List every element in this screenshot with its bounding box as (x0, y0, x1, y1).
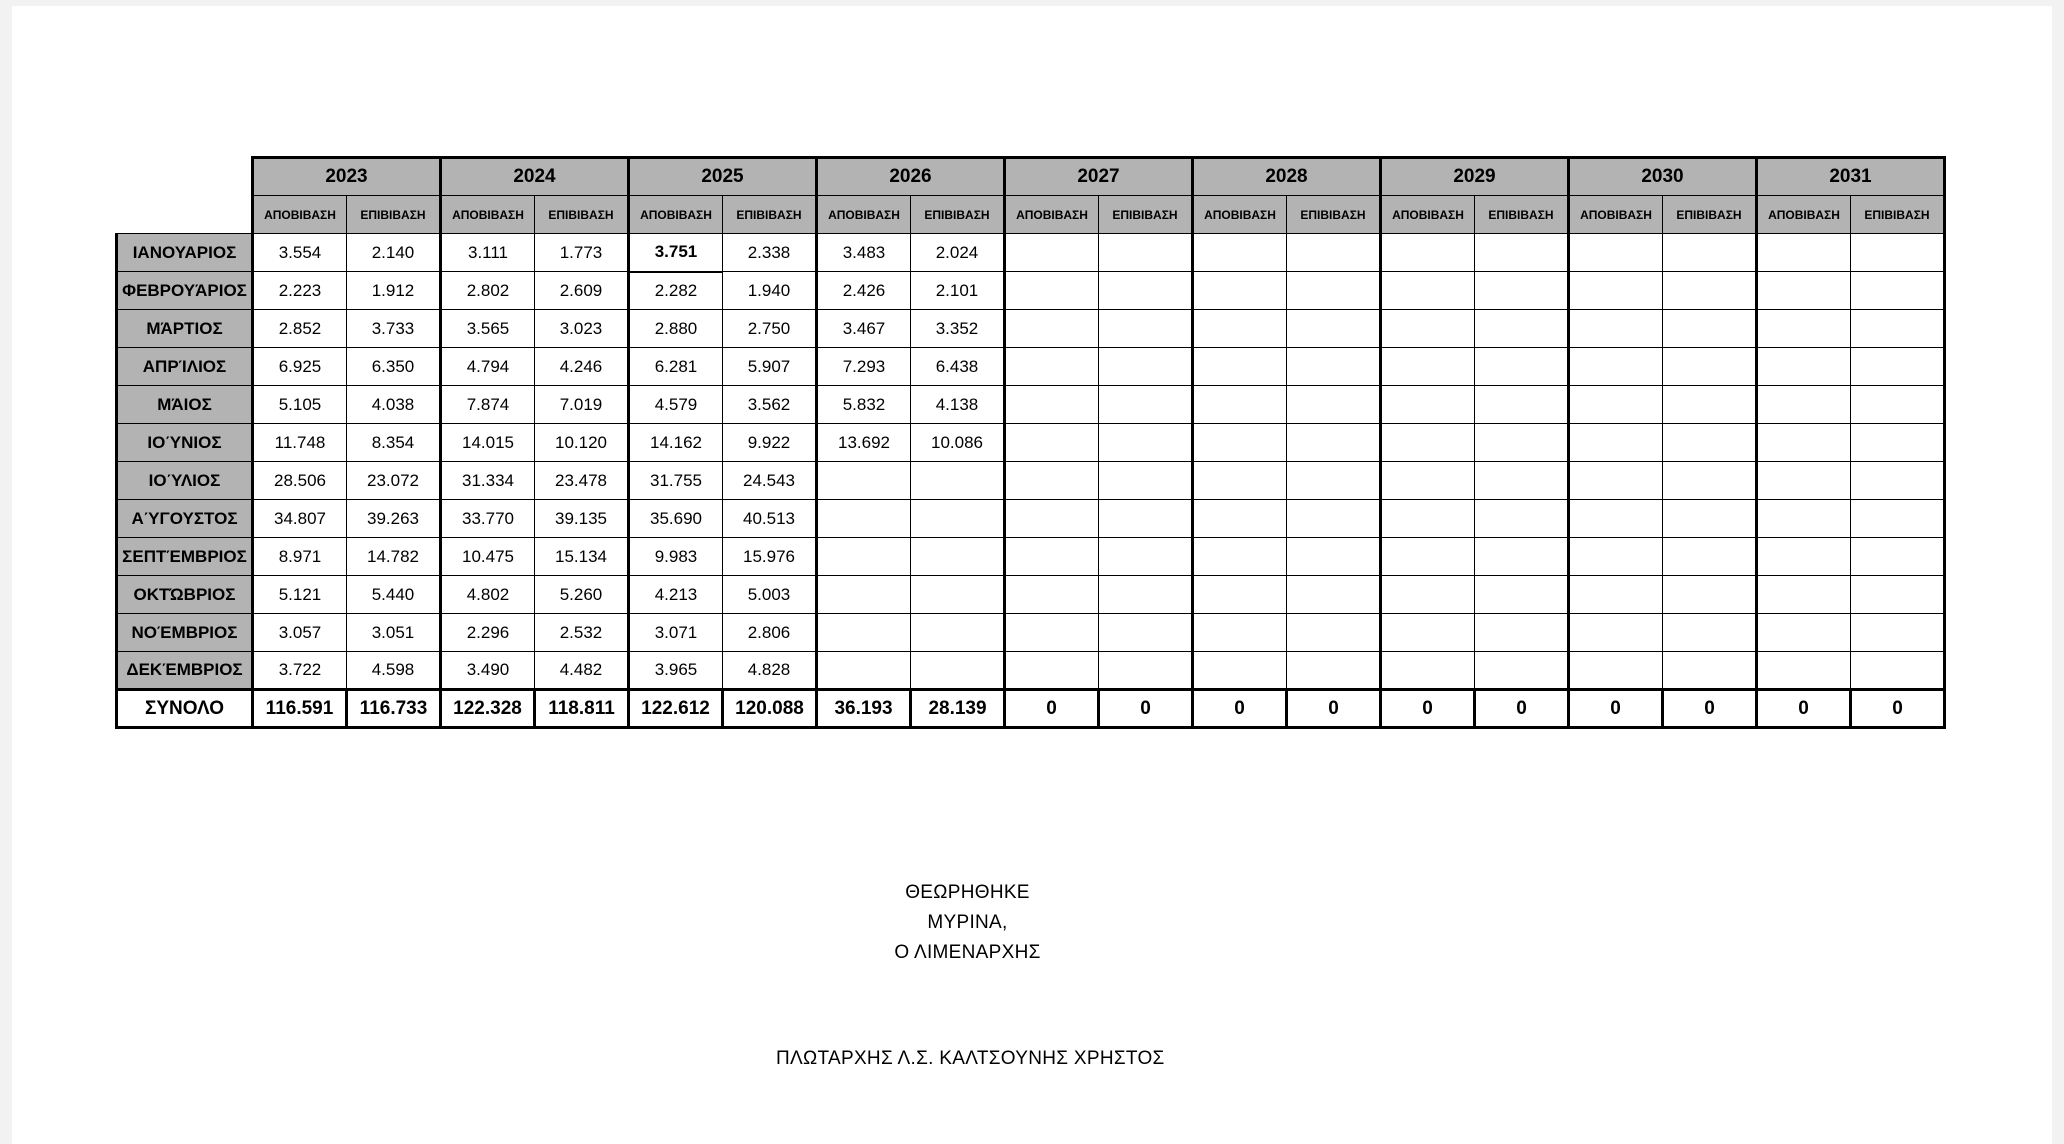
table-cell (1851, 234, 1945, 272)
total-cell: 28.139 (911, 690, 1005, 728)
table-cell: 3.051 (347, 614, 441, 652)
table-cell (1663, 348, 1757, 386)
table-cell (1099, 424, 1193, 462)
table-cell (1663, 272, 1757, 310)
table-cell (1851, 576, 1945, 614)
disembarkation-header: ΑΠΟΒΙΒΑΣΗ (441, 196, 535, 234)
table-cell: 3.352 (911, 310, 1005, 348)
month-label: ΙΟΎΛΙΟΣ (117, 462, 253, 500)
table-cell (1475, 462, 1569, 500)
table-cell (1569, 424, 1663, 462)
table-cell (1193, 538, 1287, 576)
table-corner (117, 158, 253, 196)
total-cell: 120.088 (723, 690, 817, 728)
total-row (117, 690, 1945, 728)
disembarkation-header: ΑΠΟΒΙΒΑΣΗ (1381, 196, 1475, 234)
table-cell: 2.806 (723, 614, 817, 652)
table-cell (1851, 310, 1945, 348)
table-cell: 4.802 (441, 576, 535, 614)
table-cell: 2.338 (723, 234, 817, 272)
total-cell: 0 (1287, 690, 1381, 728)
table-cell (1851, 424, 1945, 462)
table-cell (817, 462, 911, 500)
disembarkation-header: ΑΠΟΒΙΒΑΣΗ (253, 196, 347, 234)
table-cell (1757, 272, 1851, 310)
table-cell (1569, 386, 1663, 424)
table-cell (1475, 500, 1569, 538)
table-cell (1287, 462, 1381, 500)
table-cell: 2.750 (723, 310, 817, 348)
table-cell (1193, 614, 1287, 652)
table-cell (1851, 386, 1945, 424)
table-cell: 3.722 (253, 652, 347, 690)
table-cell: 3.057 (253, 614, 347, 652)
table-cell: 7.293 (817, 348, 911, 386)
total-cell: 0 (1381, 690, 1475, 728)
table-cell (1851, 348, 1945, 386)
table-cell: 7.874 (441, 386, 535, 424)
table-cell (1757, 614, 1851, 652)
passenger-statistics-table (115, 156, 1946, 729)
table-cell (1193, 462, 1287, 500)
table-cell (1381, 652, 1475, 690)
table-row (117, 310, 1945, 348)
table-cell: 33.770 (441, 500, 535, 538)
table-cell (1569, 576, 1663, 614)
embarkation-header: ΕΠΙΒΙΒΑΣΗ (347, 196, 441, 234)
table-cell: 5.003 (723, 576, 817, 614)
total-cell: 0 (1475, 690, 1569, 728)
table-cell (1099, 576, 1193, 614)
total-cell: 0 (1569, 690, 1663, 728)
disembarkation-header: ΑΠΟΒΙΒΑΣΗ (1005, 196, 1099, 234)
table-cell (1005, 348, 1099, 386)
table-cell: 8.354 (347, 424, 441, 462)
total-cell: 0 (1663, 690, 1757, 728)
table-cell: 39.263 (347, 500, 441, 538)
table-cell: 5.260 (535, 576, 629, 614)
table-cell: 2.282 (629, 272, 723, 310)
table-cell: 3.751 (629, 234, 723, 272)
table-cell (1287, 424, 1381, 462)
year-header: 2025 (629, 158, 817, 196)
table-cell (1569, 310, 1663, 348)
table-cell (1099, 272, 1193, 310)
table-row (117, 386, 1945, 424)
embarkation-header: ΕΠΙΒΙΒΑΣΗ (1663, 196, 1757, 234)
table-cell (1757, 500, 1851, 538)
table-cell (1663, 234, 1757, 272)
disembarkation-header: ΑΠΟΒΙΒΑΣΗ (1193, 196, 1287, 234)
table-cell: 2.101 (911, 272, 1005, 310)
table-cell: 3.023 (535, 310, 629, 348)
table-cell (1663, 614, 1757, 652)
table-cell (1757, 538, 1851, 576)
month-label: ΜΆΙΟΣ (117, 386, 253, 424)
month-label: ΜΆΡΤΙΟΣ (117, 310, 253, 348)
table-cell (1757, 386, 1851, 424)
table-cell (1005, 310, 1099, 348)
table-cell: 39.135 (535, 500, 629, 538)
table-cell (1099, 234, 1193, 272)
table-cell (1005, 576, 1099, 614)
table-cell: 9.922 (723, 424, 817, 462)
table-cell (1381, 386, 1475, 424)
table-row (117, 234, 1945, 272)
table-cell (1287, 614, 1381, 652)
table-cell: 4.246 (535, 348, 629, 386)
table-cell (1569, 652, 1663, 690)
table-cell (1569, 500, 1663, 538)
table-cell (1005, 272, 1099, 310)
table-cell (817, 652, 911, 690)
table-cell: 2.609 (535, 272, 629, 310)
table-cell: 3.111 (441, 234, 535, 272)
table-cell (1005, 538, 1099, 576)
table-cell (1193, 348, 1287, 386)
table-row (117, 424, 1945, 462)
table-cell: 35.690 (629, 500, 723, 538)
table-cell: 10.475 (441, 538, 535, 576)
table-cell: 9.983 (629, 538, 723, 576)
table-cell: 13.692 (817, 424, 911, 462)
table-cell (1287, 310, 1381, 348)
table-cell (1193, 310, 1287, 348)
table-cell: 2.880 (629, 310, 723, 348)
table-cell: 4.828 (723, 652, 817, 690)
table-cell (1005, 652, 1099, 690)
table-cell (911, 652, 1005, 690)
table-cell: 2.426 (817, 272, 911, 310)
table-cell (817, 614, 911, 652)
table-cell (1663, 576, 1757, 614)
subheader-row (117, 196, 1945, 234)
table-cell (817, 576, 911, 614)
total-cell: 118.811 (535, 690, 629, 728)
table-cell: 5.907 (723, 348, 817, 386)
table-cell: 3.490 (441, 652, 535, 690)
table-row (117, 272, 1945, 310)
table-cell (1193, 272, 1287, 310)
table-cell: 3.733 (347, 310, 441, 348)
month-label: ΑΎΓΟΥΣΤΟΣ (117, 500, 253, 538)
table-cell: 4.794 (441, 348, 535, 386)
month-label: ΑΠΡΊΛΙΟΣ (117, 348, 253, 386)
table-cell (1757, 652, 1851, 690)
table-cell (1569, 462, 1663, 500)
disembarkation-header: ΑΠΟΒΙΒΑΣΗ (1757, 196, 1851, 234)
table-cell (1475, 424, 1569, 462)
signature-viewed-label: ΘΕΩΡΗΘΗΚΕ (905, 882, 1030, 903)
total-cell: 122.328 (441, 690, 535, 728)
table-cell (1663, 424, 1757, 462)
year-header: 2028 (1193, 158, 1381, 196)
month-label: ΙΟΎΝΙΟΣ (117, 424, 253, 462)
total-label: ΣΥΝΟΛΟ (117, 690, 253, 728)
table-cell (1287, 348, 1381, 386)
table-cell: 8.971 (253, 538, 347, 576)
table-cell: 3.483 (817, 234, 911, 272)
table-cell: 24.543 (723, 462, 817, 500)
table-cell (1005, 234, 1099, 272)
table-cell (1757, 234, 1851, 272)
month-label: ΣΕΠΤΈΜΒΡΙΟΣ (117, 538, 253, 576)
table-cell (1099, 538, 1193, 576)
table-cell (1475, 652, 1569, 690)
table-cell (1757, 462, 1851, 500)
table-cell: 3.562 (723, 386, 817, 424)
table-cell: 7.019 (535, 386, 629, 424)
table-cell (1287, 538, 1381, 576)
table-cell (1099, 348, 1193, 386)
table-cell (1569, 538, 1663, 576)
table-cell: 6.438 (911, 348, 1005, 386)
total-cell: 36.193 (817, 690, 911, 728)
table-cell (1757, 310, 1851, 348)
table-cell (1475, 272, 1569, 310)
table-cell: 6.925 (253, 348, 347, 386)
table-cell (1287, 272, 1381, 310)
table-corner (117, 196, 253, 234)
table-cell (1099, 462, 1193, 500)
table-cell: 40.513 (723, 500, 817, 538)
table-cell: 2.296 (441, 614, 535, 652)
table-cell: 28.506 (253, 462, 347, 500)
table-cell: 3.554 (253, 234, 347, 272)
table-cell: 14.015 (441, 424, 535, 462)
table-row (117, 576, 1945, 614)
table-cell (1381, 234, 1475, 272)
table-cell (1851, 500, 1945, 538)
year-header: 2031 (1757, 158, 1945, 196)
total-cell: 116.733 (347, 690, 441, 728)
table-cell (1475, 538, 1569, 576)
table-cell (1287, 386, 1381, 424)
table-cell: 4.482 (535, 652, 629, 690)
table-cell (1287, 500, 1381, 538)
table-cell: 15.134 (535, 538, 629, 576)
table-cell (1757, 424, 1851, 462)
table-cell (1851, 462, 1945, 500)
table-cell: 34.807 (253, 500, 347, 538)
year-header: 2029 (1381, 158, 1569, 196)
table-cell: 10.120 (535, 424, 629, 462)
total-cell: 0 (1193, 690, 1287, 728)
table-cell: 2.532 (535, 614, 629, 652)
table-cell (1193, 652, 1287, 690)
total-cell: 122.612 (629, 690, 723, 728)
embarkation-header: ΕΠΙΒΙΒΑΣΗ (535, 196, 629, 234)
table-cell: 4.598 (347, 652, 441, 690)
table-row (117, 652, 1945, 690)
table-cell (1475, 310, 1569, 348)
table-cell (1663, 386, 1757, 424)
year-header-row (117, 158, 1945, 196)
table-cell (1193, 576, 1287, 614)
year-header: 2027 (1005, 158, 1193, 196)
table-cell: 10.086 (911, 424, 1005, 462)
table-cell (911, 538, 1005, 576)
table-cell: 14.782 (347, 538, 441, 576)
table-cell: 6.281 (629, 348, 723, 386)
table-cell (1099, 652, 1193, 690)
table-row (117, 614, 1945, 652)
table-cell: 6.350 (347, 348, 441, 386)
table-cell (1005, 614, 1099, 652)
table-cell (1475, 386, 1569, 424)
table-cell: 2.802 (441, 272, 535, 310)
table-cell (1381, 424, 1475, 462)
table-cell (1757, 576, 1851, 614)
table-cell (1475, 348, 1569, 386)
table-cell (1381, 500, 1475, 538)
year-header: 2023 (253, 158, 441, 196)
embarkation-header: ΕΠΙΒΙΒΑΣΗ (1099, 196, 1193, 234)
total-cell: 0 (1005, 690, 1099, 728)
signature-role-label: Ο ΛΙΜΕΝΑΡΧΗΣ (894, 942, 1041, 963)
table-cell (1475, 234, 1569, 272)
table-cell (1569, 234, 1663, 272)
table-cell (1663, 500, 1757, 538)
table-cell (1099, 310, 1193, 348)
table-cell (1287, 234, 1381, 272)
total-cell: 0 (1757, 690, 1851, 728)
table-cell (1569, 348, 1663, 386)
month-label: ΙΑΝΟΥΑΡΙΟΣ (117, 234, 253, 272)
table-cell (911, 576, 1005, 614)
table-cell: 11.748 (253, 424, 347, 462)
table-cell: 2.223 (253, 272, 347, 310)
table-cell (1851, 272, 1945, 310)
table-cell: 3.565 (441, 310, 535, 348)
table-cell (1193, 234, 1287, 272)
disembarkation-header: ΑΠΟΒΙΒΑΣΗ (1569, 196, 1663, 234)
table-cell (1099, 500, 1193, 538)
table-cell: 5.832 (817, 386, 911, 424)
table-cell (1193, 500, 1287, 538)
table-cell: 5.440 (347, 576, 441, 614)
table-cell (1193, 424, 1287, 462)
table-cell (1381, 272, 1475, 310)
table-cell (911, 500, 1005, 538)
table-cell: 2.852 (253, 310, 347, 348)
table-cell (1005, 462, 1099, 500)
table-cell (1663, 310, 1757, 348)
table-cell: 2.140 (347, 234, 441, 272)
table-row (117, 538, 1945, 576)
table-cell (1381, 576, 1475, 614)
signature-place-label: ΜΥΡΙΝΑ, (927, 912, 1008, 933)
table-cell: 4.213 (629, 576, 723, 614)
table-cell: 23.478 (535, 462, 629, 500)
year-header: 2024 (441, 158, 629, 196)
table-cell (1381, 614, 1475, 652)
table-cell (1663, 462, 1757, 500)
table-cell (1851, 652, 1945, 690)
embarkation-header: ΕΠΙΒΙΒΑΣΗ (1851, 196, 1945, 234)
table-cell (1851, 614, 1945, 652)
table-cell (1287, 652, 1381, 690)
signer-name: ΠΛΩΤΑΡΧΗΣ Λ.Σ. ΚΑΛΤΣΟΥΝΗΣ ΧΡΗΣΤΟΣ (776, 1048, 1165, 1069)
table-cell: 31.755 (629, 462, 723, 500)
disembarkation-header: ΑΠΟΒΙΒΑΣΗ (629, 196, 723, 234)
table-cell (911, 462, 1005, 500)
table-cell: 1.773 (535, 234, 629, 272)
table-cell: 5.105 (253, 386, 347, 424)
table-row (117, 348, 1945, 386)
table-cell: 1.912 (347, 272, 441, 310)
table-cell (1381, 462, 1475, 500)
table-cell (1851, 538, 1945, 576)
table-cell: 15.976 (723, 538, 817, 576)
table-cell (817, 500, 911, 538)
embarkation-header: ΕΠΙΒΙΒΑΣΗ (723, 196, 817, 234)
month-label: ΟΚΤΏΒΡΙΟΣ (117, 576, 253, 614)
table-cell: 5.121 (253, 576, 347, 614)
month-label: ΝΟΈΜΒΡΙΟΣ (117, 614, 253, 652)
table-cell: 4.138 (911, 386, 1005, 424)
year-header: 2026 (817, 158, 1005, 196)
table-cell (1663, 538, 1757, 576)
table-cell: 23.072 (347, 462, 441, 500)
table-cell (1569, 272, 1663, 310)
table-cell (1475, 614, 1569, 652)
table-cell: 4.579 (629, 386, 723, 424)
table-cell (1005, 424, 1099, 462)
table-row (117, 462, 1945, 500)
embarkation-header: ΕΠΙΒΙΒΑΣΗ (911, 196, 1005, 234)
total-cell: 0 (1099, 690, 1193, 728)
table-cell (1475, 576, 1569, 614)
table-cell (1005, 500, 1099, 538)
table-cell: 3.965 (629, 652, 723, 690)
table-cell (1005, 386, 1099, 424)
table-cell (1193, 386, 1287, 424)
table-cell (1569, 614, 1663, 652)
year-header: 2030 (1569, 158, 1757, 196)
disembarkation-header: ΑΠΟΒΙΒΑΣΗ (817, 196, 911, 234)
month-label: ΦΕΒΡΟΥΆΡΙΟΣ (117, 272, 253, 310)
table-cell: 1.940 (723, 272, 817, 310)
table-row (117, 500, 1945, 538)
embarkation-header: ΕΠΙΒΙΒΑΣΗ (1287, 196, 1381, 234)
total-cell: 116.591 (253, 690, 347, 728)
table-cell (1287, 576, 1381, 614)
total-cell: 0 (1851, 690, 1945, 728)
document-page (12, 6, 2052, 1144)
table-cell (817, 538, 911, 576)
embarkation-header: ΕΠΙΒΙΒΑΣΗ (1475, 196, 1569, 234)
table-cell: 3.071 (629, 614, 723, 652)
table-cell (1099, 614, 1193, 652)
table-cell (1381, 310, 1475, 348)
table-cell (911, 614, 1005, 652)
table-cell: 2.024 (911, 234, 1005, 272)
table-cell (1099, 386, 1193, 424)
table-cell: 3.467 (817, 310, 911, 348)
table-cell (1757, 348, 1851, 386)
table-cell (1381, 348, 1475, 386)
table-cell: 4.038 (347, 386, 441, 424)
table-cell: 14.162 (629, 424, 723, 462)
table-cell (1663, 652, 1757, 690)
table-cell (1381, 538, 1475, 576)
month-label: ΔΕΚΈΜΒΡΙΟΣ (117, 652, 253, 690)
table-cell: 31.334 (441, 462, 535, 500)
